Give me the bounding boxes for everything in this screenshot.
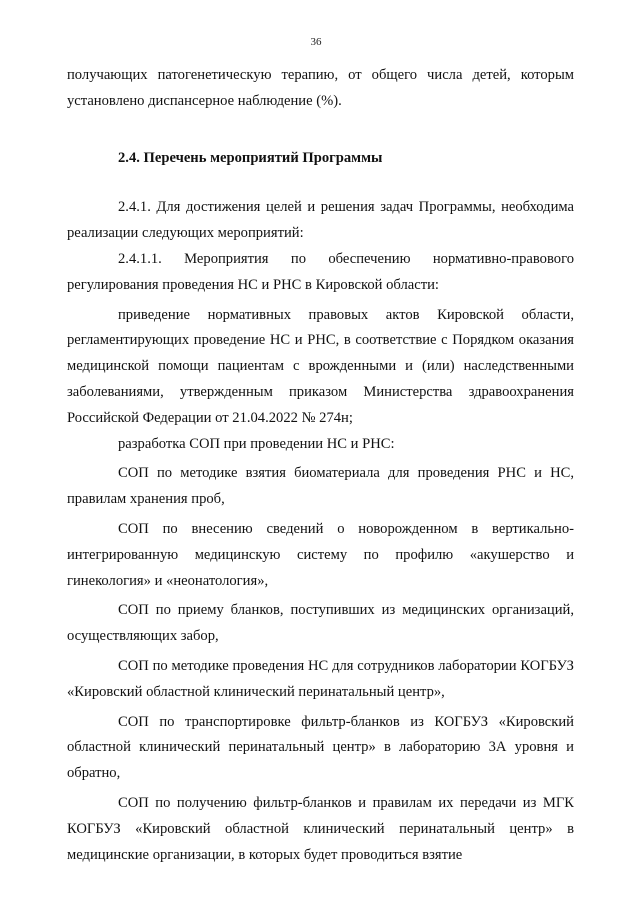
sop-item: СОП по методике проведения НС для сотрудников лаборатории КОГБУЗ «Кировский областной клинический перинатальный центр», xyxy=(67,657,574,700)
sop-item: СОП по методике взятия биоматериала для проведения РНС и НС, правилам хранения проб, xyxy=(67,465,574,508)
intro-paragraph: получающих патогенетическую терапию, от общего числа детей, которым установлено диспансерное наблюдение (%). xyxy=(67,67,574,109)
word: по xyxy=(290,250,306,267)
word: обеспечению xyxy=(328,250,411,267)
sop-item: СОП по приему бланков, поступивших из медицинских организаций, осуществляющих забор, xyxy=(67,602,574,645)
paragraph-2-4-1-1-first-line xyxy=(67,247,574,273)
sop-item: СОП по получению фильтр-бланков и правилам их передачи из МГК КОГБУЗ «Кировский областной клинический перинатальный центр» в медицинские организации, в которых будет проводиться взятие xyxy=(67,794,574,863)
paragraph-acts: приведение нормативных правовых актов Кировской области, регламентирующих проведение НС и РНС, в соответствие с Порядком оказания медицинской помощи пациентам с врожденными и (или) наследственными заболеваниями, утвержденным приказом Министерства здравоохранения Российской Федерации от 21.04.2022 № 274н; xyxy=(67,306,574,426)
paragraph-2-4-1-1-rest: регулирования проведения НС и РНС в Кировской области: xyxy=(67,276,439,293)
sop-item: СОП по внесению сведений о новорожденном в вертикально-интегрированную медицинскую систему по профилю «акушерство и гинекология» и «неонатология», xyxy=(67,520,574,589)
paragraph-2-4-1: 2.4.1. Для достижения целей и решения задач Программы, необходима реализации следующих мероприятий: xyxy=(67,199,574,242)
page-number: 36 xyxy=(310,36,322,48)
sop-item: СОП по транспортировке фильтр-бланков из КОГБУЗ «Кировский областной клинический перинатальный центр» в лабораторию 3А уровня и обратно, xyxy=(67,713,574,782)
word: Мероприятия xyxy=(184,250,269,267)
document-body xyxy=(67,63,574,868)
word: нормативно-правового xyxy=(432,250,574,267)
word: 2.4.1.1. xyxy=(118,250,162,267)
paragraph-sop-intro: разработка СОП при проведении НС и РНС: xyxy=(118,435,395,452)
section-heading: 2.4. Перечень мероприятий Программы xyxy=(118,149,383,166)
